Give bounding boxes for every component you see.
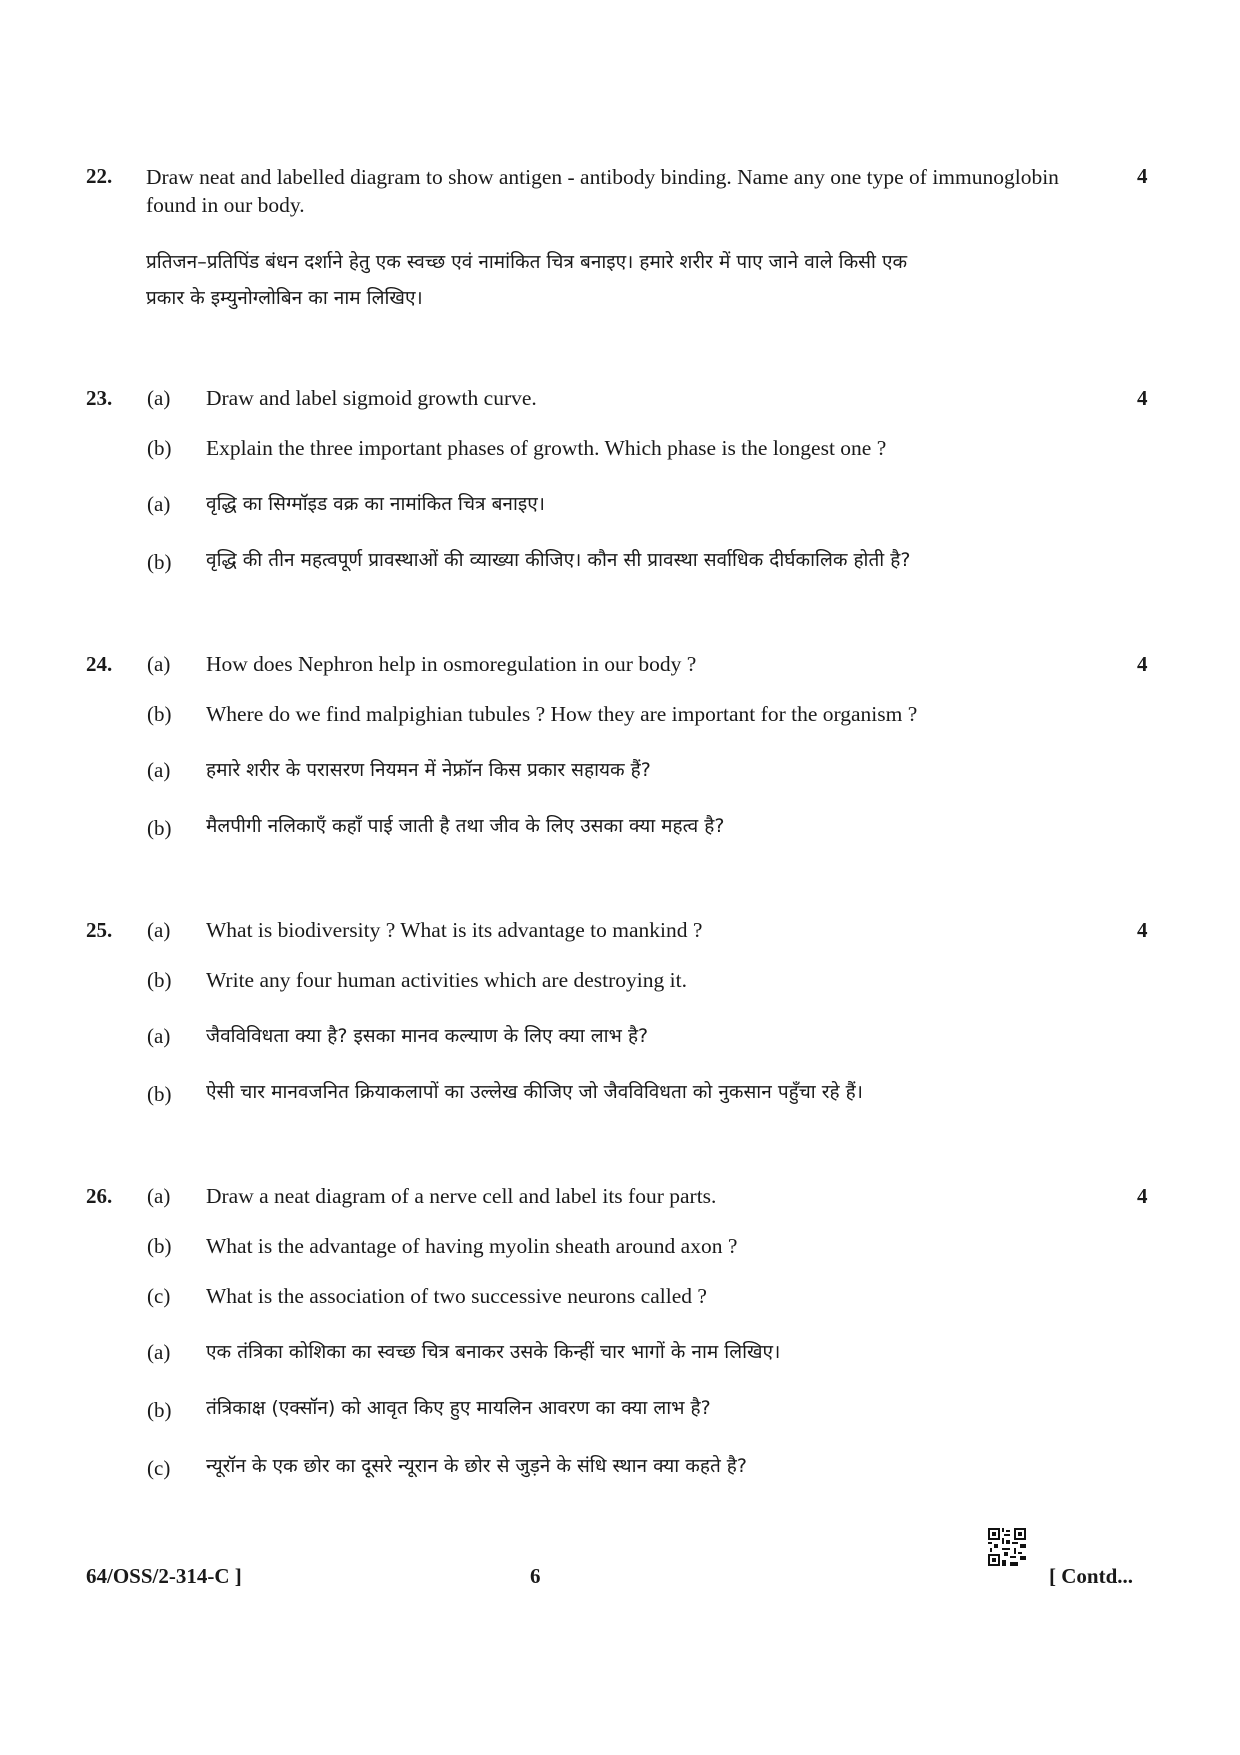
part-label: (c) (147, 1284, 171, 1308)
part-text: Write any four human activities which are destroying it. (206, 968, 687, 992)
marks: 4 (1137, 386, 1148, 410)
part-text: Draw and label sigmoid growth curve. (206, 386, 537, 410)
part-label: (b) (147, 550, 172, 574)
part-label: (b) (147, 1082, 172, 1106)
part-text: Draw a neat diagram of a nerve cell and label its four parts. (206, 1184, 717, 1208)
part-text: वृद्धि का सिग्मॉइड वक्र का नामांकित चित्र बनाइए। (206, 493, 545, 515)
question-number: 22. (86, 164, 113, 188)
part-text: न्यूरॉन के एक छोर का दूसरे न्यूरान के छोर से जुड़ने के संधि स्थान क्या कहते है? (206, 1455, 747, 1477)
part-label: (a) (147, 1340, 171, 1364)
part-text: हमारे शरीर के परासरण नियमन में नेफ्रॉन किस प्रकार सहायक हैं? (206, 759, 651, 781)
part-label: (a) (147, 386, 171, 410)
part-label: (a) (147, 652, 171, 676)
part-label: (b) (147, 1398, 172, 1422)
part-label: (a) (147, 918, 171, 942)
part-text: What is biodiversity ? What is its advantage to mankind ? (206, 918, 703, 942)
question-number: 23. (86, 386, 113, 410)
part-text: Where do we find malpighian tubules ? How they are important for the organism ? (206, 702, 918, 726)
marks: 4 (1137, 164, 1148, 188)
part-text: What is the association of two successive neurons called ? (206, 1284, 707, 1308)
part-label: (c) (147, 1456, 171, 1480)
question-number: 24. (86, 652, 113, 676)
part-label: (b) (147, 968, 172, 992)
question-text-hindi: प्रकार के इम्युनोग्लोबिन का नाम लिखिए। (146, 287, 423, 309)
question-text-english: Draw neat and labelled diagram to show antigen - antibody binding. Name any one type of immunoglobin found in our body. (146, 165, 1059, 217)
marks: 4 (1137, 1184, 1148, 1208)
part-text: जैवविविधता क्या है? इसका मानव कल्याण के लिए क्या लाभ है? (206, 1025, 649, 1047)
part-text: वृद्धि की तीन महत्वपूर्ण प्रावस्थाओं की व्याख्या कीजिए। कौन सी प्रावस्था सर्वाधिक दीर्घकालिक होती है? (206, 549, 911, 571)
question-number: 26. (86, 1184, 113, 1208)
qr-code-icon (988, 1528, 1026, 1566)
marks: 4 (1137, 652, 1148, 676)
paper-code: 64/OSS/2-314-C ] (86, 1564, 242, 1588)
part-label: (a) (147, 1184, 171, 1208)
part-label: (a) (147, 492, 171, 516)
part-label: (b) (147, 1234, 172, 1258)
part-text: मैलपीगी नलिकाएँ कहाँ पाई जाती है तथा जीव के लिए उसका क्या महत्व है? (206, 815, 725, 837)
part-label: (a) (147, 1024, 171, 1048)
question-number: 25. (86, 918, 113, 942)
question-text-hindi: प्रतिजन–प्रतिपिंड बंधन दर्शाने हेतु एक स्वच्छ एवं नामांकित चित्र बनाइए। हमारे शरीर में पाए जाने वाले किसी एक (146, 251, 908, 273)
part-text: What is the advantage of having myolin sheath around axon ? (206, 1234, 738, 1258)
part-label: (b) (147, 436, 172, 460)
marks: 4 (1137, 918, 1148, 942)
part-label: (b) (147, 816, 172, 840)
part-label: (b) (147, 702, 172, 726)
part-label: (a) (147, 758, 171, 782)
continued-label: [ Contd... (1049, 1564, 1134, 1588)
part-text: How does Nephron help in osmoregulation in our body ? (206, 652, 697, 676)
part-text: ऐसी चार मानवजनित क्रियाकलापों का उल्लेख कीजिए जो जैवविविधता को नुकसान पहुँचा रहे हैं। (206, 1081, 863, 1103)
page-number: 6 (530, 1564, 541, 1588)
part-text: Explain the three important phases of growth. Which phase is the longest one ? (206, 436, 887, 460)
part-text: एक तंत्रिका कोशिका का स्वच्छ चित्र बनाकर उसके किन्हीं चार भागों के नाम लिखिए। (206, 1341, 781, 1363)
part-text: तंत्रिकाक्ष (एक्सॉन) को आवृत किए हुए मायलिन आवरण का क्या लाभ है? (206, 1397, 711, 1419)
